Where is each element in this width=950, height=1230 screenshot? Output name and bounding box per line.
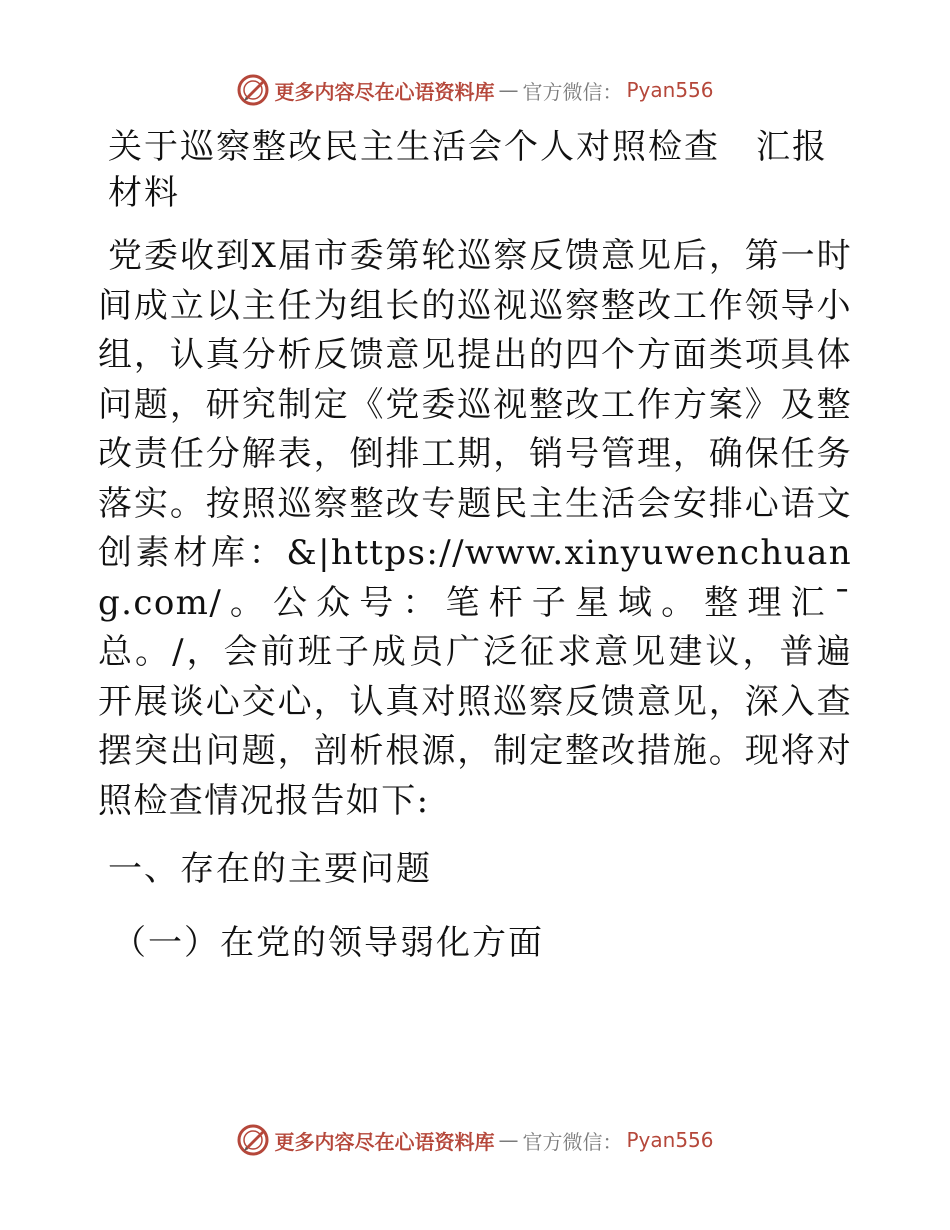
section-subheading: （一）在党的领导弱化方面 (112, 923, 544, 963)
watermark-wechat-label: 官方微信： (522, 79, 623, 104)
watermark-main-text: 更多内容尽在心语资料库 (274, 79, 495, 104)
watermark-wechat-id: Pyan556 (626, 1128, 714, 1152)
header-watermark (0, 70, 950, 110)
watermark-separator: — (498, 78, 519, 102)
section-heading: 一、存在的主要问题 (108, 849, 432, 889)
footer-watermark (0, 1120, 950, 1160)
document-title: 关于巡察整改民主生活会个人对照检查 汇报材料 (108, 127, 828, 213)
intro-text: 党委收到X届市委第轮巡察反馈意见后，第一时间成立以主任为组长的巡视巡察整改工作领导小组，认真分析反馈意见提出的四个方面类项具体问题，研究制定《党委巡视整改工作方案》及整改责任分解表，倒排工期，销号管理，确保任务落实。按照巡察整改专题民主生活会安排心语文创素材库：&|https://www.xinyuwenchuang.com/。公众号：笔杆子星域。整理汇¯总。/，会前班子成员广泛征求意见建议，普遍开展谈心交心，认真对照巡察反馈意见，深入查摆突出问题，剖析根源，制定整改措施。现将对照检查情况报告如下: (98, 236, 852, 821)
intro-paragraph (98, 232, 852, 826)
quill-seal-logo-icon (236, 1123, 270, 1157)
watermark-separator: — (498, 1128, 519, 1152)
watermark-main-text: 更多内容尽在心语资料库 (274, 1129, 495, 1154)
watermark-wechat-id: Pyan556 (626, 78, 714, 102)
watermark-wechat-label: 官方微信： (522, 1129, 623, 1154)
quill-seal-logo-icon (236, 73, 270, 107)
document-body (98, 124, 852, 968)
